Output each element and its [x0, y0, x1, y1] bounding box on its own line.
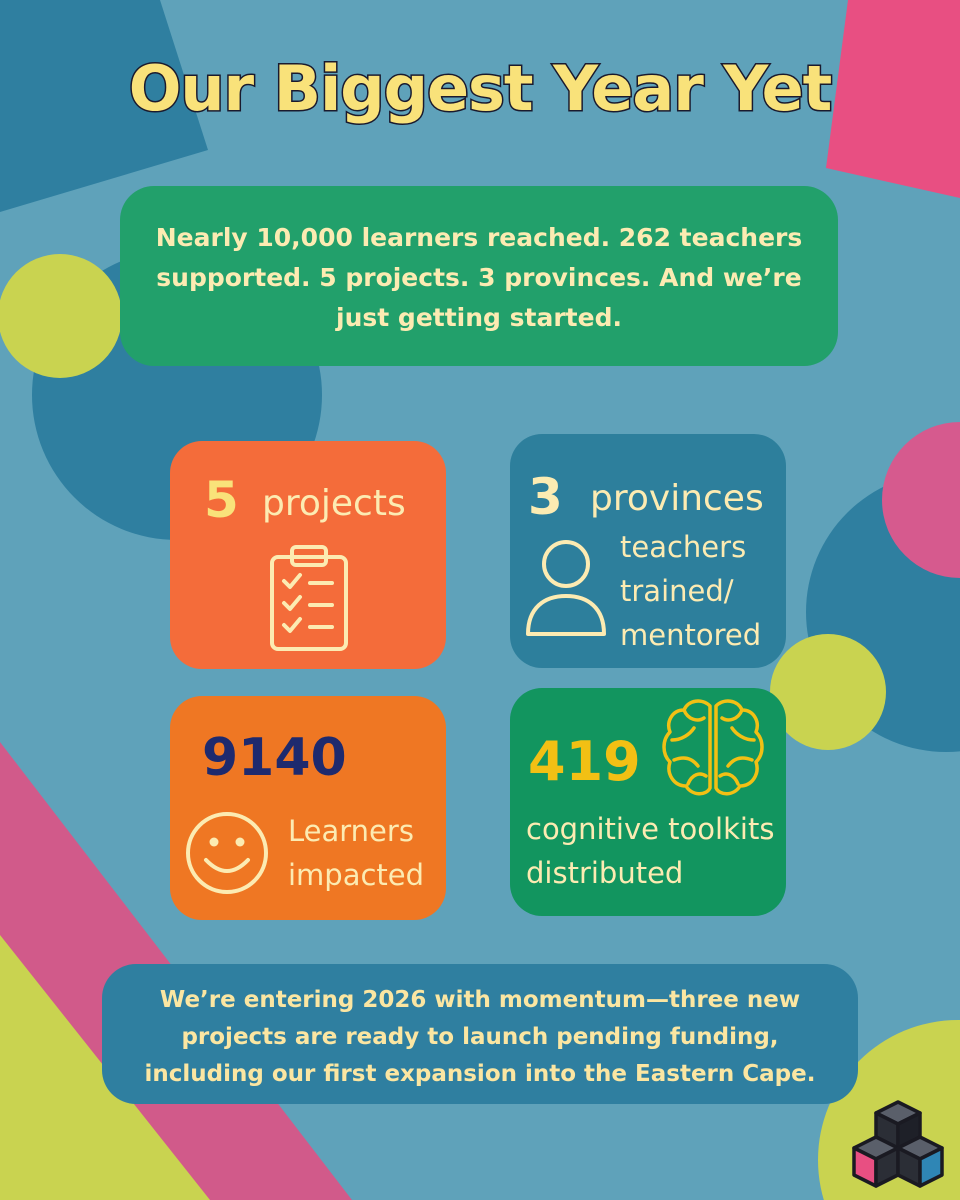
clipboard-checklist-icon	[266, 541, 352, 653]
decor-lime-circle-right	[770, 634, 886, 750]
toolkits-value: 419	[528, 730, 641, 793]
provinces-label: provinces	[590, 478, 764, 519]
teachers-line2: trained/	[620, 574, 734, 608]
toolkits-line1: cognitive toolkits	[526, 812, 775, 846]
teachers-line1: teachers	[620, 530, 747, 564]
learners-line2: impacted	[288, 858, 425, 892]
teachers-line3: mentored	[620, 618, 762, 652]
stacked-cubes-logo-icon	[848, 1098, 948, 1194]
intro-banner: Nearly 10,000 learners reached. 262 teachers supported. 5 projects. 3 provinces. And we’re just getting started.	[120, 186, 838, 366]
stat-card-learners	[170, 696, 446, 920]
learners-value: 9140	[202, 728, 347, 788]
outro-banner: We’re entering 2026 with momentum—three new projects are ready to launch pending funding, including our first expansion into the Eastern Cape.	[102, 964, 858, 1104]
person-icon	[524, 538, 608, 638]
stat-card-projects	[170, 441, 446, 669]
page-title: Our Biggest Year Yet	[128, 52, 832, 125]
provinces-value: 3	[528, 468, 563, 526]
projects-label: projects	[262, 483, 406, 524]
stat-card-toolkits	[510, 688, 786, 916]
stat-card-provinces	[510, 434, 786, 668]
brain-icon	[660, 696, 766, 800]
toolkits-line2: distributed	[526, 856, 684, 890]
smiley-face-icon	[184, 810, 270, 896]
projects-value: 5	[204, 471, 239, 529]
learners-line1: Learners	[288, 814, 414, 848]
